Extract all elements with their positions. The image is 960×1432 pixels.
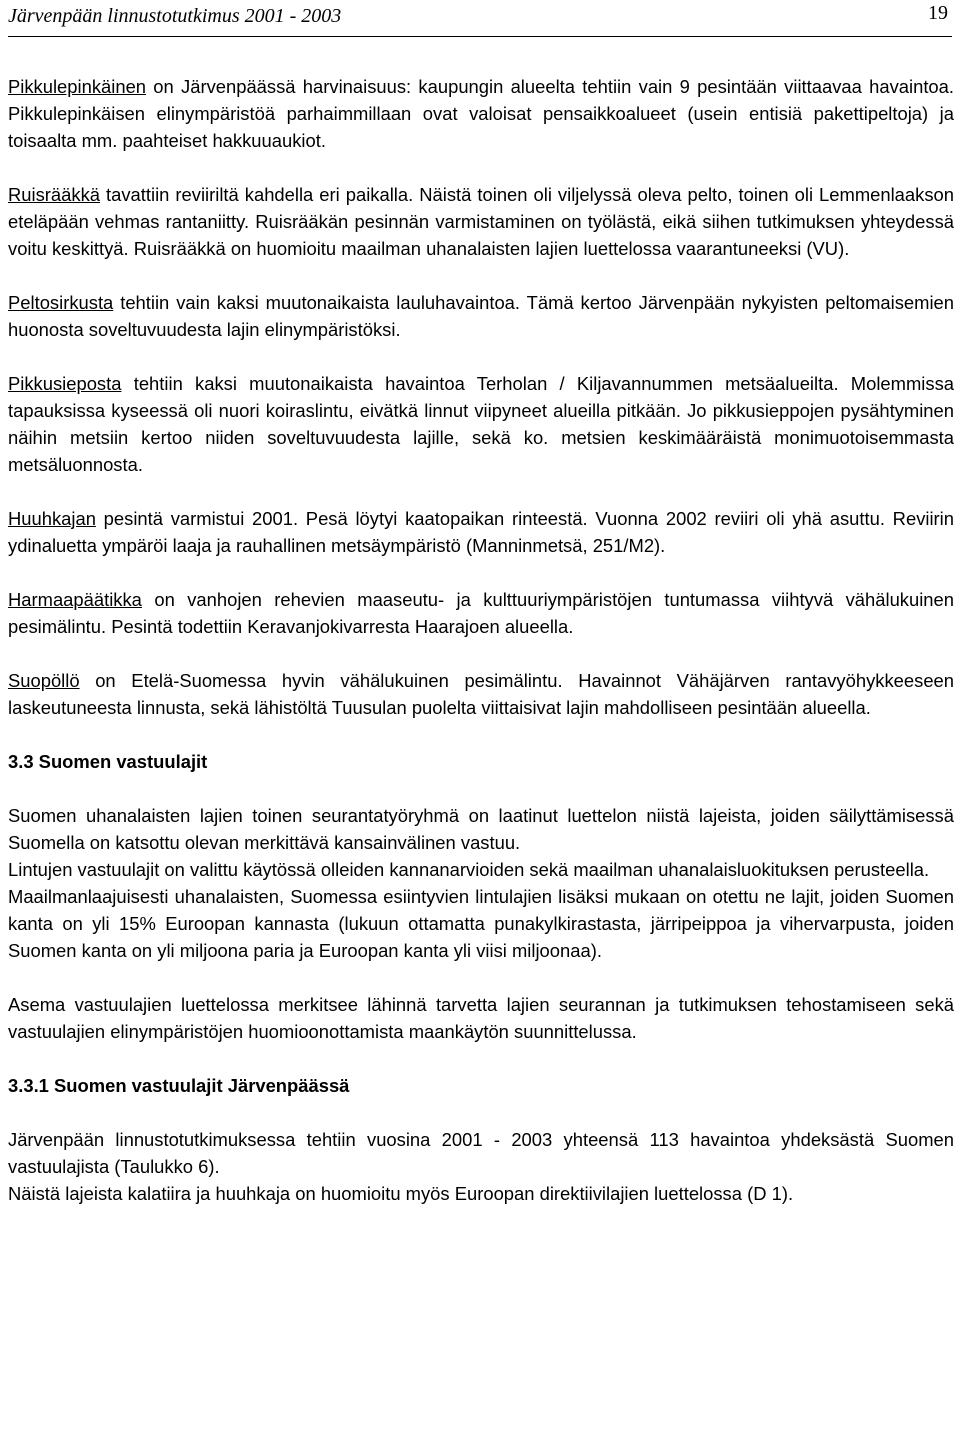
paragraph-pikkulepinkainen — [8, 73, 954, 154]
page-number: 19 — [928, 2, 948, 24]
section-paragraph: Asema vastuulajien luettelossa merkitsee lähinnä tarvetta lajien seurannan ja tutkimuksen tehostamiseen sekä vastuulajien elinympäristöjen huomioonottamista maankäytön suunnittelussa. — [8, 994, 954, 1042]
section-paragraph: Maailmanlaajuisesti uhanalaisten, Suomessa esiintyvien lintulajien lisäksi mukaan on otettu ne lajit, joiden Suomen kanta on yli 15% Euroopan kannasta (lukuun ottamatta punakylkirastasta, järripeippoa ja vihervarpusta, joiden Suomen kanta on yli miljoona paria ja Euroopan kanta yli viisi miljoonaa). — [8, 886, 954, 961]
paragraph-pikkusieppo — [8, 370, 954, 478]
species-name: Harmaapäätikka — [8, 589, 142, 610]
paragraph-text: tehtiin kaksi muutonaikaista havaintoa Terholan / Kiljavannummen metsäalueilta. Molemmissa tapauksissa kyseessä oli nuori koiraslintu, eivätkä linnut viipyneet alueilla pitkään. Jo pikkusieppojen pysähtyminen näihin metsiin kertoo niiden soveltuvuudesta lajille, sekä ko. metsien keskimääräistä monimuotoisemmasta metsäluonnosta. — [8, 373, 954, 475]
paragraph-text: pesintä varmistui 2001. Pesä löytyi kaatopaikan rinteestä. Vuonna 2002 reviiri oli yhä asuttu. Reviirin ydinaluetta ympäröi laaja ja rauhallinen metsäympäristö (Manninmetsä, 251/M2). — [8, 508, 954, 556]
paragraph-text: tehtiin vain kaksi muutonaikaista lauluhavaintoa. Tämä kertoo Järvenpään nykyisten peltomaisemien huonosta soveltuvuudesta lajin elinympäristöksi. — [8, 292, 954, 340]
species-name: Huuhkajan — [8, 508, 96, 529]
paragraph-huuhkaja — [8, 505, 954, 559]
paragraph-text: tavattiin reviiriltä kahdella eri paikalla. Näistä toinen oli viljelyssä oleva pelto, toinen oli Lemmenlaakson eteläpään vehmas rantaniitty. Ruisrääkän pesinnän varmistaminen on työlästä, eikä siihen tutkimuksen yhteydessä voitu keskittyä. Ruisrääkkä on huomioitu maailman uhanalaisten lajien luettelossa vaarantuneeksi (VU). — [8, 184, 954, 259]
species-name: Suopöllö — [8, 670, 80, 691]
running-title: Järvenpään linnustotutkimus 2001 - 2003 — [8, 5, 342, 27]
paragraph-harmaapaatikka — [8, 586, 954, 640]
subsection-heading: 3.3.1 Suomen vastuulajit Järvenpäässä — [8, 1075, 350, 1096]
paragraph-text: on Järvenpäässä harvinaisuus: kaupungin alueelta tehtiin vain 9 pesintään viittaavaa havaintoa. Pikkulepinkäisen elinympäristöä parhaimmillaan ovat valoisat pensaikkoalueet (usein entisiä pakettipeltoja) ja toisaalta mm. paahteiset hakkuuaukiot. — [8, 76, 954, 151]
page-body — [8, 73, 954, 1207]
species-name: Peltosirkusta — [8, 292, 114, 313]
subsection-paragraph: Järvenpään linnustotutkimuksessa tehtiin vuosina 2001 - 2003 yhteensä 113 havaintoa yhdeksästä Suomen vastuulajista (Taulukko 6). — [8, 1129, 954, 1177]
paragraph-suopollo — [8, 667, 954, 721]
section-paragraph: Suomen uhanalaisten lajien toinen seurantatyöryhmä on laatinut luettelon niistä lajeista, joiden säilyttämisessä Suomella on katsottu olevan merkittävä kansainvälinen vastuu. — [8, 805, 954, 853]
section-heading: 3.3 Suomen vastuulajit — [8, 751, 208, 772]
paragraph-peltosirkku — [8, 289, 954, 343]
subsection-paragraph: Näistä lajeista kalatiira ja huuhkaja on huomioitu myös Euroopan direktiivilajien luettelossa (D 1). — [8, 1183, 794, 1204]
section-paragraph: Lintujen vastuulajit on valittu käytössä olleiden kannanarvioiden sekä maailman uhanalaisluokituksen perusteella. — [8, 859, 930, 880]
paragraph-ruisraakka — [8, 181, 954, 262]
paragraph-text: on Etelä-Suomessa hyvin vähälukuinen pesimälintu. Havainnot Vähäjärven rantavyöhykkeeseen laskeutuneesta linnusta, sekä lähistöltä Tuusulan puolelta viittaisivat lajin mahdolliseen pesintään alueella. — [8, 670, 954, 718]
species-name: Pikkusieposta — [8, 373, 122, 394]
page-header — [8, 0, 952, 37]
species-name: Pikkulepinkäinen — [8, 76, 147, 97]
paragraph-text: on vanhojen rehevien maaseutu- ja kulttuuriympäristöjen tuntumassa viihtyvä vähälukuinen pesimälintu. Pesintä todettiin Keravanjokivarresta Haarajoen alueella. — [8, 589, 954, 637]
species-name: Ruisrääkkä — [8, 184, 100, 205]
